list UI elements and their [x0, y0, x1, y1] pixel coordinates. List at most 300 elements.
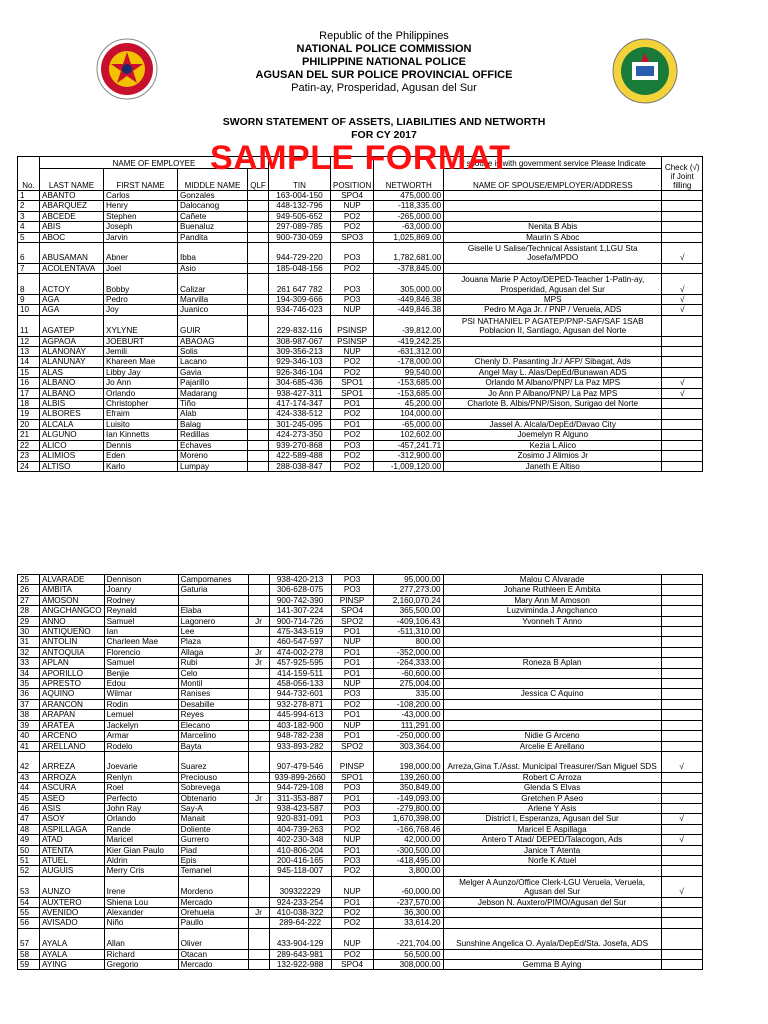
middle-name: Buenaluz	[178, 222, 248, 232]
networth: -221,704.00	[373, 928, 443, 949]
last-name: ACTOY	[40, 274, 104, 295]
middle-name: Orehuela	[178, 907, 248, 917]
joint-filing-check	[661, 928, 702, 949]
middle-name: Marcelino	[178, 731, 248, 741]
networth: -237,570.00	[373, 897, 443, 907]
qualifier	[248, 959, 269, 969]
spouse-employer-address: Nenita B Abis	[444, 222, 662, 232]
joint-filing-check	[661, 585, 702, 595]
table-row	[18, 866, 703, 876]
tin: 949-505-652	[269, 211, 331, 221]
tin: 938-423-587	[269, 803, 331, 813]
networth: 95,000.00	[373, 575, 443, 585]
table-row	[18, 668, 703, 678]
last-name: AYALA	[40, 928, 105, 949]
spouse-employer-address: Chenly D. Pasanting Jr./ AFP/ Sibagat, Ads	[444, 357, 662, 367]
first-name: Gregorio	[104, 959, 178, 969]
qualifier	[248, 689, 269, 699]
tin: 289-64-222	[269, 918, 331, 928]
networth: 33,614.20	[373, 918, 443, 928]
last-name: AGA	[40, 305, 104, 315]
networth: 305,000.00	[374, 274, 444, 295]
position: SPO1	[331, 378, 374, 388]
joint-filing-check	[661, 595, 702, 605]
first-name: Armar	[104, 731, 178, 741]
position: PO3	[331, 295, 374, 305]
middle-name: Rubi	[178, 658, 248, 668]
last-name: AMBITA	[40, 585, 105, 595]
first-name: Rodney	[104, 595, 178, 605]
middle-name: Manait	[178, 814, 248, 824]
qualifier	[248, 772, 269, 782]
qualifier	[248, 668, 269, 678]
joint-filing-check	[662, 451, 703, 461]
networth: 335.00	[373, 689, 443, 699]
last-name: APRESTO	[40, 679, 105, 689]
table-row	[18, 897, 703, 907]
networth: -419,242.25	[374, 336, 444, 346]
tin: 944-729-108	[269, 783, 331, 793]
table-row	[18, 378, 703, 388]
joint-filing-check	[661, 637, 702, 647]
joint-filing-check: √	[662, 388, 703, 398]
spouse-employer-address: Charlote B. Albis/PNP/Sison, Surigao del Norte	[444, 399, 662, 409]
middle-name: Mercado	[178, 897, 248, 907]
joint-filing-check: √	[662, 305, 703, 315]
networth: 275,004.00	[373, 679, 443, 689]
first-name: Florencio	[104, 647, 178, 657]
row-number: 17	[18, 388, 40, 398]
first-name: Niño	[104, 918, 178, 928]
middle-name: Ranises	[178, 689, 248, 699]
qualifier: Jr	[248, 793, 269, 803]
position: NUP	[331, 347, 374, 357]
spouse-employer-address: Giselle U Salise/Technical Assistant 1,LGU Sta Josefa/MPDO	[444, 243, 662, 264]
row-number: 11	[18, 315, 40, 336]
last-name: ARROZA	[40, 772, 105, 782]
qualifier	[248, 243, 269, 264]
middle-name: GUIR	[178, 315, 248, 336]
qualifier: Jr	[248, 616, 269, 626]
position: PO2	[331, 907, 373, 917]
spouse-employer-address	[443, 720, 661, 730]
joint-filing-check	[662, 201, 703, 211]
tin: 424-273-350	[269, 430, 331, 440]
qualifier: Jr	[248, 658, 269, 668]
row-number: 26	[18, 585, 40, 595]
position: PO3	[331, 440, 374, 450]
first-name: Wilmar	[104, 689, 178, 699]
last-name: ABARQUEZ	[40, 201, 104, 211]
position: NUP	[331, 305, 374, 315]
first-name: Khareen Mae	[104, 357, 178, 367]
row-number: 53	[18, 876, 40, 897]
networth: 42,000.00	[373, 835, 443, 845]
position: PO2	[331, 263, 374, 273]
qualifier: Jr	[248, 907, 269, 917]
middle-name: Gonzales	[178, 191, 248, 201]
last-name: ABOC	[40, 232, 104, 242]
spouse-employer-address	[443, 949, 661, 959]
last-name: ARELLANO	[40, 741, 105, 751]
middle-name: Dalocanog	[178, 201, 248, 211]
row-number: 4	[18, 222, 40, 232]
last-name: ALBORES	[40, 409, 104, 419]
last-name: AGATEP	[40, 315, 104, 336]
table-row	[18, 793, 703, 803]
position: NUP	[331, 928, 373, 949]
first-name: Rodelo	[104, 741, 178, 751]
joint-filing-check: √	[662, 243, 703, 264]
spouse-employer-address: Nidie G Arceno	[443, 731, 661, 741]
joint-filing-check: √	[662, 274, 703, 295]
table-row	[18, 959, 703, 969]
last-name: ABCEDE	[40, 211, 104, 221]
last-name: ALBANO	[40, 378, 104, 388]
joint-filing-check	[662, 232, 703, 242]
row-number: 35	[18, 679, 40, 689]
last-name: ASOY	[40, 814, 105, 824]
networth: 139,260.00	[373, 772, 443, 782]
qualifier	[248, 451, 269, 461]
tin: 288-038-847	[269, 461, 331, 471]
first-name: Dennison	[104, 575, 178, 585]
tin: 424-338-512	[269, 409, 331, 419]
networth: -1,009,120.00	[374, 461, 444, 471]
tin: 445-994-613	[269, 710, 331, 720]
first-name: Jackelyn	[104, 720, 178, 730]
col-position-header: POSITION	[331, 157, 374, 191]
tin: 410-038-322	[269, 907, 331, 917]
qualifier	[248, 419, 269, 429]
tin: 200-416-165	[269, 855, 331, 865]
table-row	[18, 347, 703, 357]
qualifier	[248, 315, 269, 336]
last-name: AYING	[40, 959, 105, 969]
first-name: Stephen	[104, 211, 178, 221]
networth: 277,273.00	[373, 585, 443, 595]
row-number: 33	[18, 658, 40, 668]
table-row	[18, 928, 703, 949]
row-number: 45	[18, 793, 40, 803]
spouse-employer-address: Jebson N. Auxtero/PIMO/Agusan del Sur	[443, 897, 661, 907]
position: PO1	[331, 647, 373, 657]
qualifier	[248, 783, 269, 793]
address-line: Patin-ay, Prosperidad, Agusan del Sur	[291, 82, 477, 94]
position: PO2	[331, 451, 374, 461]
last-name: ABUSAMAN	[40, 243, 104, 264]
spouse-employer-address	[444, 201, 662, 211]
first-name: Lemuel	[104, 710, 178, 720]
last-name: ANNO	[40, 616, 105, 626]
row-number: 49	[18, 835, 40, 845]
position: PO3	[331, 803, 373, 813]
last-name: AUNZO	[40, 876, 105, 897]
qualifier	[248, 897, 269, 907]
joint-filing-check	[661, 658, 702, 668]
tin: 309322229	[269, 876, 331, 897]
position: PO1	[331, 845, 373, 855]
col-joint-header: Check (√) if Joint filling	[662, 157, 703, 191]
tin: 448-132-796	[269, 201, 331, 211]
middle-name: Allaga	[178, 647, 248, 657]
row-number: 19	[18, 409, 40, 419]
position: NUP	[331, 835, 373, 845]
position: SPO1	[331, 388, 374, 398]
position: PO2	[331, 918, 373, 928]
table-row	[18, 201, 703, 211]
tin: 474-002-278	[269, 647, 331, 657]
qualifier	[248, 595, 269, 605]
networth: -149,093.00	[373, 793, 443, 803]
joint-filing-check	[662, 367, 703, 377]
table-row	[18, 689, 703, 699]
table-row	[18, 191, 703, 201]
row-number: 25	[18, 575, 40, 585]
row-number: 2	[18, 201, 40, 211]
networth: -60,000.00	[373, 876, 443, 897]
position: PO1	[331, 658, 373, 668]
row-number: 41	[18, 741, 40, 751]
qualifier	[248, 201, 269, 211]
spouse-employer-address: District I, Esperanza, Agusan del Sur	[443, 814, 661, 824]
last-name: AQUINO	[40, 689, 105, 699]
spouse-employer-address: Yvonneh T Anno	[443, 616, 661, 626]
last-name: ANGCHANGCO	[40, 606, 105, 616]
position: SPO3	[331, 232, 374, 242]
table-row	[18, 751, 703, 772]
middle-name: Solis	[178, 347, 248, 357]
tin: 261 647 782	[269, 274, 331, 295]
last-name: AVISADO	[40, 918, 105, 928]
row-number: 12	[18, 336, 40, 346]
last-name: ANTOLIN	[40, 637, 105, 647]
joint-filing-check	[661, 710, 702, 720]
last-name: ARANCON	[40, 699, 105, 709]
joint-filing-check	[661, 606, 702, 616]
position: PO2	[331, 211, 374, 221]
position: PO2	[331, 409, 374, 419]
tin: 301-245-095	[269, 419, 331, 429]
position: PO3	[331, 783, 373, 793]
position: SPO1	[331, 772, 373, 782]
tin: 308-987-067	[269, 336, 331, 346]
tin: 229-832-116	[269, 315, 331, 336]
middle-name: Piad	[178, 845, 248, 855]
spouse-employer-address	[443, 710, 661, 720]
position: PO1	[331, 668, 373, 678]
row-number: 9	[18, 295, 40, 305]
spouse-employer-address	[443, 627, 661, 637]
row-number: 21	[18, 430, 40, 440]
networth: -250,000.00	[373, 731, 443, 741]
table-row	[18, 305, 703, 315]
joint-filing-check	[661, 720, 702, 730]
position: SPO4	[331, 191, 374, 201]
row-number: 47	[18, 814, 40, 824]
networth: 45,200.00	[374, 399, 444, 409]
table-row	[18, 222, 703, 232]
position: PO2	[331, 461, 374, 471]
tin: 938-427-311	[269, 388, 331, 398]
joint-filing-check	[662, 419, 703, 429]
spouse-employer-address	[443, 637, 661, 647]
table-row	[18, 367, 703, 377]
spouse-employer-address: Jessica C Aquino	[443, 689, 661, 699]
row-number: 56	[18, 918, 40, 928]
spouse-employer-address: Antero T Atad/ DEPED/Talacogon, Ads	[443, 835, 661, 845]
first-name: Bobby	[104, 274, 178, 295]
qualifier	[248, 409, 269, 419]
middle-name: Elecano	[178, 720, 248, 730]
first-name: Joevarie	[104, 751, 178, 772]
col-spouse-header: NAME OF SPOUSE/EMPLOYER/ADDRESS	[444, 169, 662, 191]
col-first-name-header: FIRST NAME	[104, 169, 178, 191]
middle-name: Epis	[178, 855, 248, 865]
qualifier	[248, 928, 269, 949]
networth: -264,333.00	[373, 658, 443, 668]
networth: 111,291.00	[373, 720, 443, 730]
spouse-employer-address	[443, 918, 661, 928]
spouse-employer-address: Pedro M Aga Jr. / PNP / Veruela, ADS	[444, 305, 662, 315]
position: PO1	[331, 710, 373, 720]
row-number: 44	[18, 783, 40, 793]
qualifier	[248, 741, 269, 751]
last-name: ATAD	[40, 835, 105, 845]
last-name: ASPILLAGA	[40, 824, 105, 834]
networth: -631,312.00	[374, 347, 444, 357]
first-name: Efraim	[104, 409, 178, 419]
qualifier	[248, 699, 269, 709]
joint-filing-check	[661, 741, 702, 751]
spouse-employer-address: Norfe K Atuel	[443, 855, 661, 865]
middle-name: Lagonero	[178, 616, 248, 626]
tin: 289-643-981	[269, 949, 331, 959]
last-name: ACOLENTAVA	[40, 263, 104, 273]
middle-name: Juanico	[178, 305, 248, 315]
last-name: AYALA	[40, 949, 105, 959]
first-name: Joel	[104, 263, 178, 273]
networth: 102,602.00	[374, 430, 444, 440]
first-name: Shiena Lou	[104, 897, 178, 907]
last-name: AUXTERO	[40, 897, 105, 907]
first-name: Ian	[104, 627, 178, 637]
table-row	[18, 814, 703, 824]
tin: 185-048-156	[269, 263, 331, 273]
qualifier	[248, 731, 269, 741]
spouse-employer-address	[443, 866, 661, 876]
position: NUP	[331, 720, 373, 730]
joint-filing-check	[661, 803, 702, 813]
position: NUP	[331, 201, 374, 211]
spouse-employer-address: Gretchen P Aseo	[443, 793, 661, 803]
first-name: Jarvin	[104, 232, 178, 242]
table-row	[18, 243, 703, 264]
position: PO2	[331, 699, 373, 709]
qualifier	[248, 876, 269, 897]
row-number: 1	[18, 191, 40, 201]
spouse-employer-address: Janeth E Altiso	[444, 461, 662, 471]
first-name: Maricel	[104, 835, 178, 845]
networth: 198,000.00	[373, 751, 443, 772]
col-middle-name-header: MIDDLE NAME	[178, 169, 248, 191]
spouse-employer-address: Orlando M Albano/PNP/ La Paz MPS	[444, 378, 662, 388]
qualifier	[248, 835, 269, 845]
tin: 458-056-133	[269, 679, 331, 689]
networth: -279,800.00	[373, 803, 443, 813]
qualifier	[248, 222, 269, 232]
table-row	[18, 211, 703, 221]
middle-name: Lacano	[178, 357, 248, 367]
table-row	[18, 627, 703, 637]
last-name: ARAPAN	[40, 710, 105, 720]
row-number: 38	[18, 710, 40, 720]
networth: 303,364.00	[373, 741, 443, 751]
joint-filing-check	[661, 783, 702, 793]
table-row	[18, 918, 703, 928]
table-row	[18, 855, 703, 865]
position: PO3	[331, 274, 374, 295]
row-number: 48	[18, 824, 40, 834]
first-name: Pedro	[104, 295, 178, 305]
joint-filing-check	[661, 907, 702, 917]
middle-name: Preciouso	[178, 772, 248, 782]
joint-filing-check	[661, 575, 702, 585]
tin: 141-307-224	[269, 606, 331, 616]
tin: 920-831-091	[269, 814, 331, 824]
spouse-employer-address: PSI NATHANIEL P AGATEP/PNP-SAF/SAF 1SAB Poblacion II, Santiago, Agusan del Norte	[444, 315, 662, 336]
middle-name: Marvilla	[178, 295, 248, 305]
col-spouse-note-header: If spouse is with government service Please Indicate	[444, 157, 662, 169]
tin: 422-589-488	[269, 451, 331, 461]
tin: 934-746-023	[269, 305, 331, 315]
spouse-employer-address: Gemma B Aying	[443, 959, 661, 969]
networth: 800.00	[373, 637, 443, 647]
networth: -43,000.00	[373, 710, 443, 720]
spouse-employer-address: Kezia L Alico	[444, 440, 662, 450]
first-name: Alexander	[104, 907, 178, 917]
first-name: Orlando	[104, 388, 178, 398]
first-name: Christopher	[104, 399, 178, 409]
table-row	[18, 679, 703, 689]
first-name: Kier Gian Paulo	[104, 845, 178, 855]
table-row	[18, 419, 703, 429]
table-row	[18, 845, 703, 855]
col-no-header: No.	[18, 157, 40, 191]
spouse-employer-address	[443, 679, 661, 689]
last-name: ARCENO	[40, 731, 105, 741]
spouse-employer-address: Roneza B Aplan	[443, 658, 661, 668]
table-row	[18, 430, 703, 440]
tin: 460-547-597	[269, 637, 331, 647]
joint-filing-check	[661, 845, 702, 855]
networth: -108,200.00	[373, 699, 443, 709]
networth: -153,685.00	[374, 388, 444, 398]
qualifier	[248, 751, 269, 772]
first-name: XYLYNE	[104, 315, 178, 336]
joint-filing-check: √	[661, 835, 702, 845]
networth: 3,800.00	[373, 866, 443, 876]
networth: -65,000.00	[374, 419, 444, 429]
tin: 304-685-436	[269, 378, 331, 388]
spouse-employer-address: Joemelyn R Alguno	[444, 430, 662, 440]
joint-filing-check: √	[661, 814, 702, 824]
tin: 417-174-347	[269, 399, 331, 409]
qualifier	[248, 211, 269, 221]
first-name: Carlos	[104, 191, 178, 201]
row-number: 39	[18, 720, 40, 730]
last-name: ASCURA	[40, 783, 105, 793]
